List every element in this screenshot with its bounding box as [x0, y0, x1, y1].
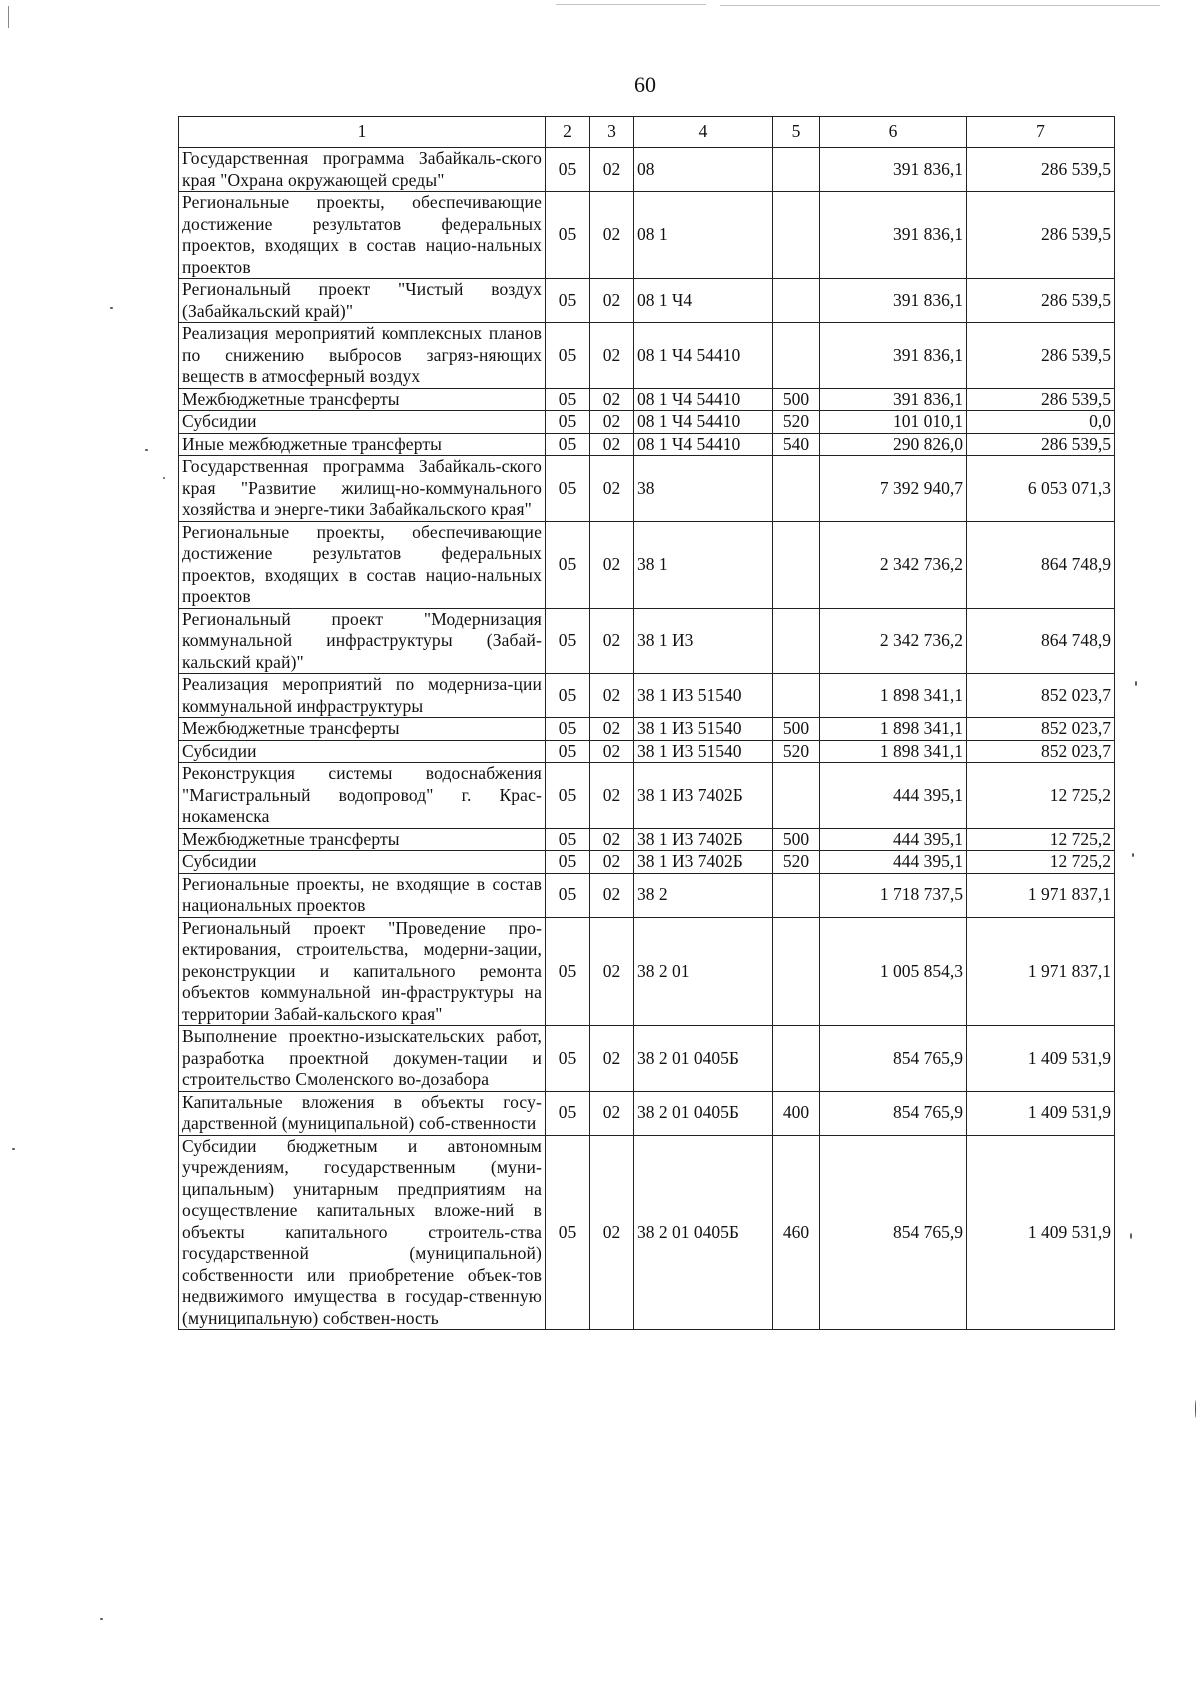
cell-expense-type: 520 [773, 411, 820, 434]
cell-amount-col6: 2 342 736,2 [820, 608, 967, 674]
table-row [179, 763, 1115, 829]
cell-section: 05 [546, 740, 590, 763]
table-row [179, 851, 1115, 874]
cell-amount-col7: 6 053 071,3 [967, 456, 1115, 522]
cell-target-article: 08 1 Ч4 54410 [634, 433, 773, 456]
cell-subsection: 02 [590, 1091, 634, 1135]
cell-subsection: 02 [590, 521, 634, 608]
cell-target-article: 38 1 [634, 521, 773, 608]
cell-target-article: 08 1 Ч4 54410 [634, 388, 773, 411]
cell-name: Субсидии [179, 740, 546, 763]
cell-expense-type [773, 521, 820, 608]
table-body [179, 148, 1115, 1330]
cell-expense-type [773, 279, 820, 323]
table-row [179, 873, 1115, 917]
cell-amount-col7: 286 539,5 [967, 323, 1115, 389]
scan-artifact [163, 477, 165, 479]
table-row [179, 456, 1115, 522]
cell-amount-col6: 391 836,1 [820, 388, 967, 411]
cell-target-article: 38 1 И3 7402Б [634, 828, 773, 851]
cell-expense-type [773, 456, 820, 522]
cell-amount-col7: 1 971 837,1 [967, 873, 1115, 917]
cell-amount-col6: 290 826,0 [820, 433, 967, 456]
cell-subsection: 02 [590, 851, 634, 874]
cell-target-article: 38 1 И3 [634, 608, 773, 674]
cell-subsection: 02 [590, 148, 634, 192]
cell-subsection: 02 [590, 828, 634, 851]
cell-expense-type [773, 763, 820, 829]
scan-artifact [110, 307, 113, 309]
header-col-4: 4 [634, 117, 773, 148]
cell-expense-type [773, 674, 820, 718]
cell-section: 05 [546, 388, 590, 411]
cell-subsection: 02 [590, 873, 634, 917]
cell-name: Региональный проект "Модернизация коммунальной инфраструктуры (Забай-кальский край)" [179, 608, 546, 674]
scan-artifact [145, 449, 148, 451]
cell-amount-col7: 12 725,2 [967, 763, 1115, 829]
header-row [179, 117, 1115, 148]
cell-amount-col7: 286 539,5 [967, 388, 1115, 411]
cell-amount-col6: 1 898 341,1 [820, 740, 967, 763]
cell-name: Государственная программа Забайкаль-ского края "Развитие жилищ-но-коммунального хозяйства и энерге-тики Забайкальского края" [179, 456, 546, 522]
cell-amount-col7: 1 409 531,9 [967, 1135, 1115, 1330]
table-row [179, 828, 1115, 851]
cell-amount-col6: 101 010,1 [820, 411, 967, 434]
cell-section: 05 [546, 1091, 590, 1135]
cell-amount-col7: 12 725,2 [967, 851, 1115, 874]
cell-name: Субсидии [179, 411, 546, 434]
cell-expense-type: 500 [773, 828, 820, 851]
page-number: 60 [634, 72, 656, 97]
header-col-2: 2 [546, 117, 590, 148]
cell-target-article: 38 2 01 0405Б [634, 1091, 773, 1135]
cell-section: 05 [546, 411, 590, 434]
cell-amount-col7: 1 409 531,9 [967, 1091, 1115, 1135]
cell-name: Капитальные вложения в объекты госу-дарственной (муниципальной) соб-ственности [179, 1091, 546, 1135]
cell-name: Межбюджетные трансферты [179, 828, 546, 851]
cell-amount-col6: 391 836,1 [820, 192, 967, 279]
cell-section: 05 [546, 608, 590, 674]
cell-amount-col6: 391 836,1 [820, 323, 967, 389]
cell-expense-type: 540 [773, 433, 820, 456]
cell-section: 05 [546, 433, 590, 456]
table-row [179, 388, 1115, 411]
table-row [179, 917, 1115, 1026]
cell-amount-col7: 286 539,5 [967, 148, 1115, 192]
cell-amount-col7: 286 539,5 [967, 433, 1115, 456]
cell-subsection: 02 [590, 763, 634, 829]
cell-name: Выполнение проектно-изыскательских работ, разработка проектной докумен-тации и строительство Смоленского во-дозабора [179, 1026, 546, 1092]
table-row [179, 148, 1115, 192]
cell-subsection: 02 [590, 456, 634, 522]
cell-target-article: 38 2 [634, 873, 773, 917]
cell-subsection: 02 [590, 433, 634, 456]
cell-expense-type [773, 192, 820, 279]
table-row [179, 740, 1115, 763]
table-row [179, 323, 1115, 389]
cell-section: 05 [546, 917, 590, 1026]
cell-target-article: 08 1 [634, 192, 773, 279]
scan-artifact [100, 1618, 103, 1620]
scan-artifact [12, 1148, 15, 1150]
cell-name: Субсидии бюджетным и автономным учреждениям, государственным (муни-ципальным) унитарным предприятиям на осуществление капитальных вложе-ний в объекты капитального строитель-ства государственной (муниципальной) собственности или приобретение объек-тов недвижимого имущества в государ-ственную (муниципальную) собствен-ность [179, 1135, 546, 1330]
cell-amount-col7: 864 748,9 [967, 521, 1115, 608]
table-row [179, 521, 1115, 608]
table-row [179, 1026, 1115, 1092]
cell-target-article: 38 2 01 [634, 917, 773, 1026]
cell-amount-col7: 864 748,9 [967, 608, 1115, 674]
table-row [179, 1135, 1115, 1330]
cell-section: 05 [546, 828, 590, 851]
cell-section: 05 [546, 1026, 590, 1092]
cell-target-article: 08 1 Ч4 54410 [634, 411, 773, 434]
cell-section: 05 [546, 279, 590, 323]
table-row [179, 279, 1115, 323]
cell-subsection: 02 [590, 279, 634, 323]
cell-subsection: 02 [590, 192, 634, 279]
cell-name: Региональный проект "Чистый воздух (Забайкальский край)" [179, 279, 546, 323]
cell-amount-col6: 444 395,1 [820, 763, 967, 829]
cell-amount-col6: 444 395,1 [820, 828, 967, 851]
cell-subsection: 02 [590, 1026, 634, 1092]
cell-amount-col7: 1 971 837,1 [967, 917, 1115, 1026]
cell-target-article: 38 1 И3 51540 [634, 718, 773, 741]
cell-target-article: 38 1 И3 7402Б [634, 851, 773, 874]
cell-expense-type: 460 [773, 1135, 820, 1330]
cell-section: 05 [546, 456, 590, 522]
cell-subsection: 02 [590, 674, 634, 718]
table-row [179, 1091, 1115, 1135]
cell-expense-type [773, 608, 820, 674]
cell-target-article: 08 [634, 148, 773, 192]
scan-artifact [1135, 681, 1137, 686]
cell-amount-col7: 852 023,7 [967, 740, 1115, 763]
cell-name: Реализация мероприятий по модерниза-ции коммунальной инфраструктуры [179, 674, 546, 718]
cell-amount-col6: 2 342 736,2 [820, 521, 967, 608]
cell-name: Реализация мероприятий комплексных планов по снижению выбросов загряз-няющих веществ в атмосферный воздух [179, 323, 546, 389]
cell-section: 05 [546, 1135, 590, 1330]
cell-amount-col7: 852 023,7 [967, 718, 1115, 741]
cell-amount-col6: 391 836,1 [820, 279, 967, 323]
cell-amount-col7: 286 539,5 [967, 279, 1115, 323]
cell-amount-col6: 1 718 737,5 [820, 873, 967, 917]
table-row [179, 608, 1115, 674]
scan-artifact [1130, 1233, 1132, 1239]
cell-name: Межбюджетные трансферты [179, 718, 546, 741]
cell-target-article: 38 2 01 0405Б [634, 1026, 773, 1092]
cell-expense-type: 520 [773, 740, 820, 763]
cell-name: Региональные проекты, обеспечивающие достижение результатов федеральных проектов, входящих в состав нацио-нальных проектов [179, 192, 546, 279]
cell-amount-col6: 1 898 341,1 [820, 674, 967, 718]
cell-section: 05 [546, 763, 590, 829]
cell-amount-col7: 286 539,5 [967, 192, 1115, 279]
cell-amount-col6: 854 765,9 [820, 1026, 967, 1092]
cell-amount-col6: 1 898 341,1 [820, 718, 967, 741]
cell-section: 05 [546, 521, 590, 608]
cell-expense-type: 500 [773, 718, 820, 741]
cell-subsection: 02 [590, 718, 634, 741]
cell-name: Государственная программа Забайкаль-ского края "Охрана окружающей среды" [179, 148, 546, 192]
cell-section: 05 [546, 148, 590, 192]
cell-target-article: 08 1 Ч4 54410 [634, 323, 773, 389]
cell-amount-col6: 391 836,1 [820, 148, 967, 192]
cell-name: Субсидии [179, 851, 546, 874]
cell-section: 05 [546, 851, 590, 874]
cell-target-article: 08 1 Ч4 [634, 279, 773, 323]
table-row [179, 411, 1115, 434]
cell-target-article: 38 1 И3 7402Б [634, 763, 773, 829]
cell-expense-type [773, 917, 820, 1026]
cell-amount-col6: 444 395,1 [820, 851, 967, 874]
cell-amount-col7: 1 409 531,9 [967, 1026, 1115, 1092]
cell-section: 05 [546, 323, 590, 389]
table-row [179, 674, 1115, 718]
cell-name: Региональный проект "Проведение про-ектирования, строительства, модерни-зации, реконструкции и капитального ремонта объектов коммунальной ин-фраструктуры на территории Забай-кальского края" [179, 917, 546, 1026]
cell-subsection: 02 [590, 388, 634, 411]
cell-expense-type [773, 873, 820, 917]
cell-target-article: 38 [634, 456, 773, 522]
scan-artifact [1132, 853, 1134, 857]
cell-name: Иные межбюджетные трансферты [179, 433, 546, 456]
scan-artifact [556, 4, 706, 5]
cell-amount-col6: 854 765,9 [820, 1091, 967, 1135]
cell-name: Межбюджетные трансферты [179, 388, 546, 411]
scan-artifact [720, 5, 1160, 6]
cell-expense-type: 500 [773, 388, 820, 411]
cell-name: Региональные проекты, обеспечивающие достижение результатов федеральных проектов, входящих в состав нацио-нальных проектов [179, 521, 546, 608]
cell-amount-col7: 12 725,2 [967, 828, 1115, 851]
cell-amount-col6: 7 392 940,7 [820, 456, 967, 522]
header-col-6: 6 [820, 117, 967, 148]
cell-subsection: 02 [590, 323, 634, 389]
table-row [179, 192, 1115, 279]
header-col-5: 5 [773, 117, 820, 148]
table-row [179, 718, 1115, 741]
cell-amount-col6: 1 005 854,3 [820, 917, 967, 1026]
cell-expense-type [773, 148, 820, 192]
cell-target-article: 38 2 01 0405Б [634, 1135, 773, 1330]
table-row [179, 433, 1115, 456]
header-col-3: 3 [590, 117, 634, 148]
header-col-1: 1 [179, 117, 546, 148]
cell-expense-type [773, 1026, 820, 1092]
cell-subsection: 02 [590, 740, 634, 763]
cell-expense-type: 400 [773, 1091, 820, 1135]
budget-table [178, 116, 1115, 1330]
cell-subsection: 02 [590, 608, 634, 674]
cell-amount-col7: 852 023,7 [967, 674, 1115, 718]
cell-amount-col6: 854 765,9 [820, 1135, 967, 1330]
cell-amount-col7: 0,0 [967, 411, 1115, 434]
cell-section: 05 [546, 674, 590, 718]
cell-name: Реконструкция системы водоснабжения "Магистральный водопровод" г. Крас-нокаменска [179, 763, 546, 829]
cell-subsection: 02 [590, 1135, 634, 1330]
cell-target-article: 38 1 И3 51540 [634, 740, 773, 763]
cell-target-article: 38 1 И3 51540 [634, 674, 773, 718]
cell-section: 05 [546, 718, 590, 741]
cell-subsection: 02 [590, 411, 634, 434]
cell-expense-type: 520 [773, 851, 820, 874]
header-col-7: 7 [967, 117, 1115, 148]
cell-subsection: 02 [590, 917, 634, 1026]
cell-name: Региональные проекты, не входящие в состав национальных проектов [179, 873, 546, 917]
scan-artifact [8, 6, 9, 28]
scan-artifact [1195, 1400, 1196, 1418]
cell-section: 05 [546, 873, 590, 917]
cell-section: 05 [546, 192, 590, 279]
cell-expense-type [773, 323, 820, 389]
